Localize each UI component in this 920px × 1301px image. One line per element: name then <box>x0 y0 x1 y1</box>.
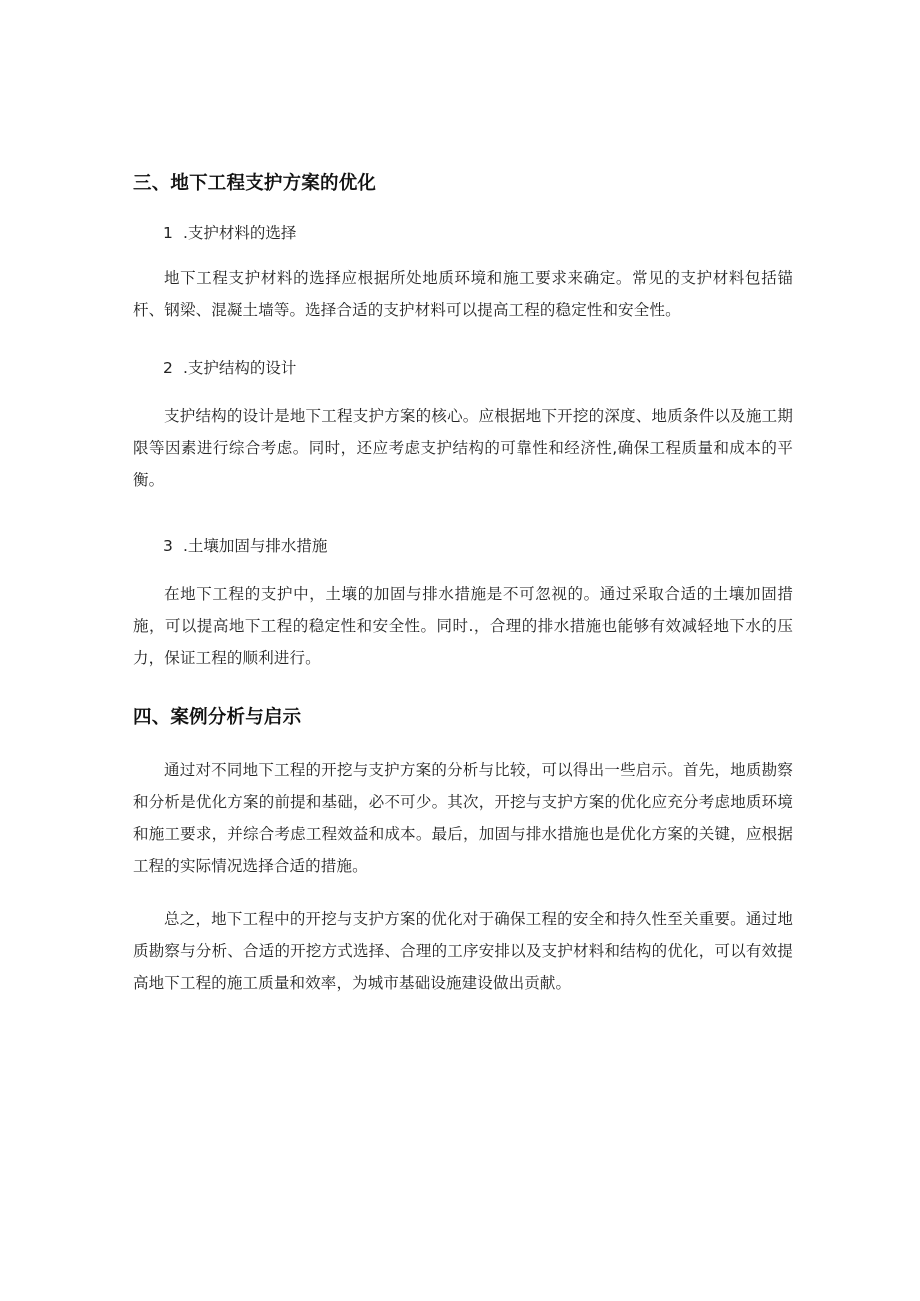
subsection-title: .支护材料的选择 <box>183 224 297 242</box>
paragraph-case-analysis: 通过对不同地下工程的开挖与支护方案的分析与比较，可以得出一些启示。首先，地质勘察和分析是优化方案的前提和基础，必不可少。其次，开挖与支护方案的优化应充分考虑地质环境和施工要求，并综合考虑工程效益和成本。最后，加固与排水措施也是优化方案的关键，应根据工程的实际情况选择合适的措施。 <box>133 761 793 875</box>
paragraph-conclusion: 总之，地下工程中的开挖与支护方案的优化对于确保工程的安全和持久性至关重要。通过地质勘察与分析、合适的开挖方式选择、合理的工序安排以及支护材料和结构的优化，可以有效提高地下工程的施工质量和效率，为城市基础设施建设做出贡献。 <box>133 910 793 992</box>
subsection-heading-3-2 <box>163 356 823 380</box>
subsection-number: 3 <box>163 537 173 555</box>
subsection-number: 2 <box>163 359 173 377</box>
paragraph-support-structure: 支护结构的设计是地下工程支护方案的核心。应根据地下开挖的深度、地质条件以及施工期限等因素进行综合考虑。同时，还应考虑支护结构的可靠性和经济性,确保工程质量和成本的平衡。 <box>133 407 793 489</box>
subsection-title: .支护结构的设计 <box>183 359 297 377</box>
subsection-number: 1 <box>163 224 173 242</box>
paragraph-soil-drainage: 在地下工程的支护中，土壤的加固与排水措施是不可忽视的。通过采取合适的土壤加固措施，可以提高地下工程的稳定性和安全性。同时.，合理的排水措施也能够有效减轻地下水的压力，保证工程的顺利进行。 <box>133 585 793 667</box>
section-heading-3: 三、地下工程支护方案的优化 <box>133 173 377 194</box>
subsection-heading-3-3 <box>163 534 823 558</box>
subsection-heading-3-1 <box>163 221 823 245</box>
paragraph-support-materials: 地下工程支护材料的选择应根据所处地质环境和施工要求来确定。常见的支护材料包括锚杆、钢梁、混凝土墙等。选择合适的支护材料可以提高工程的稳定性和安全性。 <box>133 269 793 319</box>
section-heading-4: 四、案例分析与启示 <box>133 707 302 728</box>
subsection-title: .土壤加固与排水措施 <box>183 537 328 555</box>
